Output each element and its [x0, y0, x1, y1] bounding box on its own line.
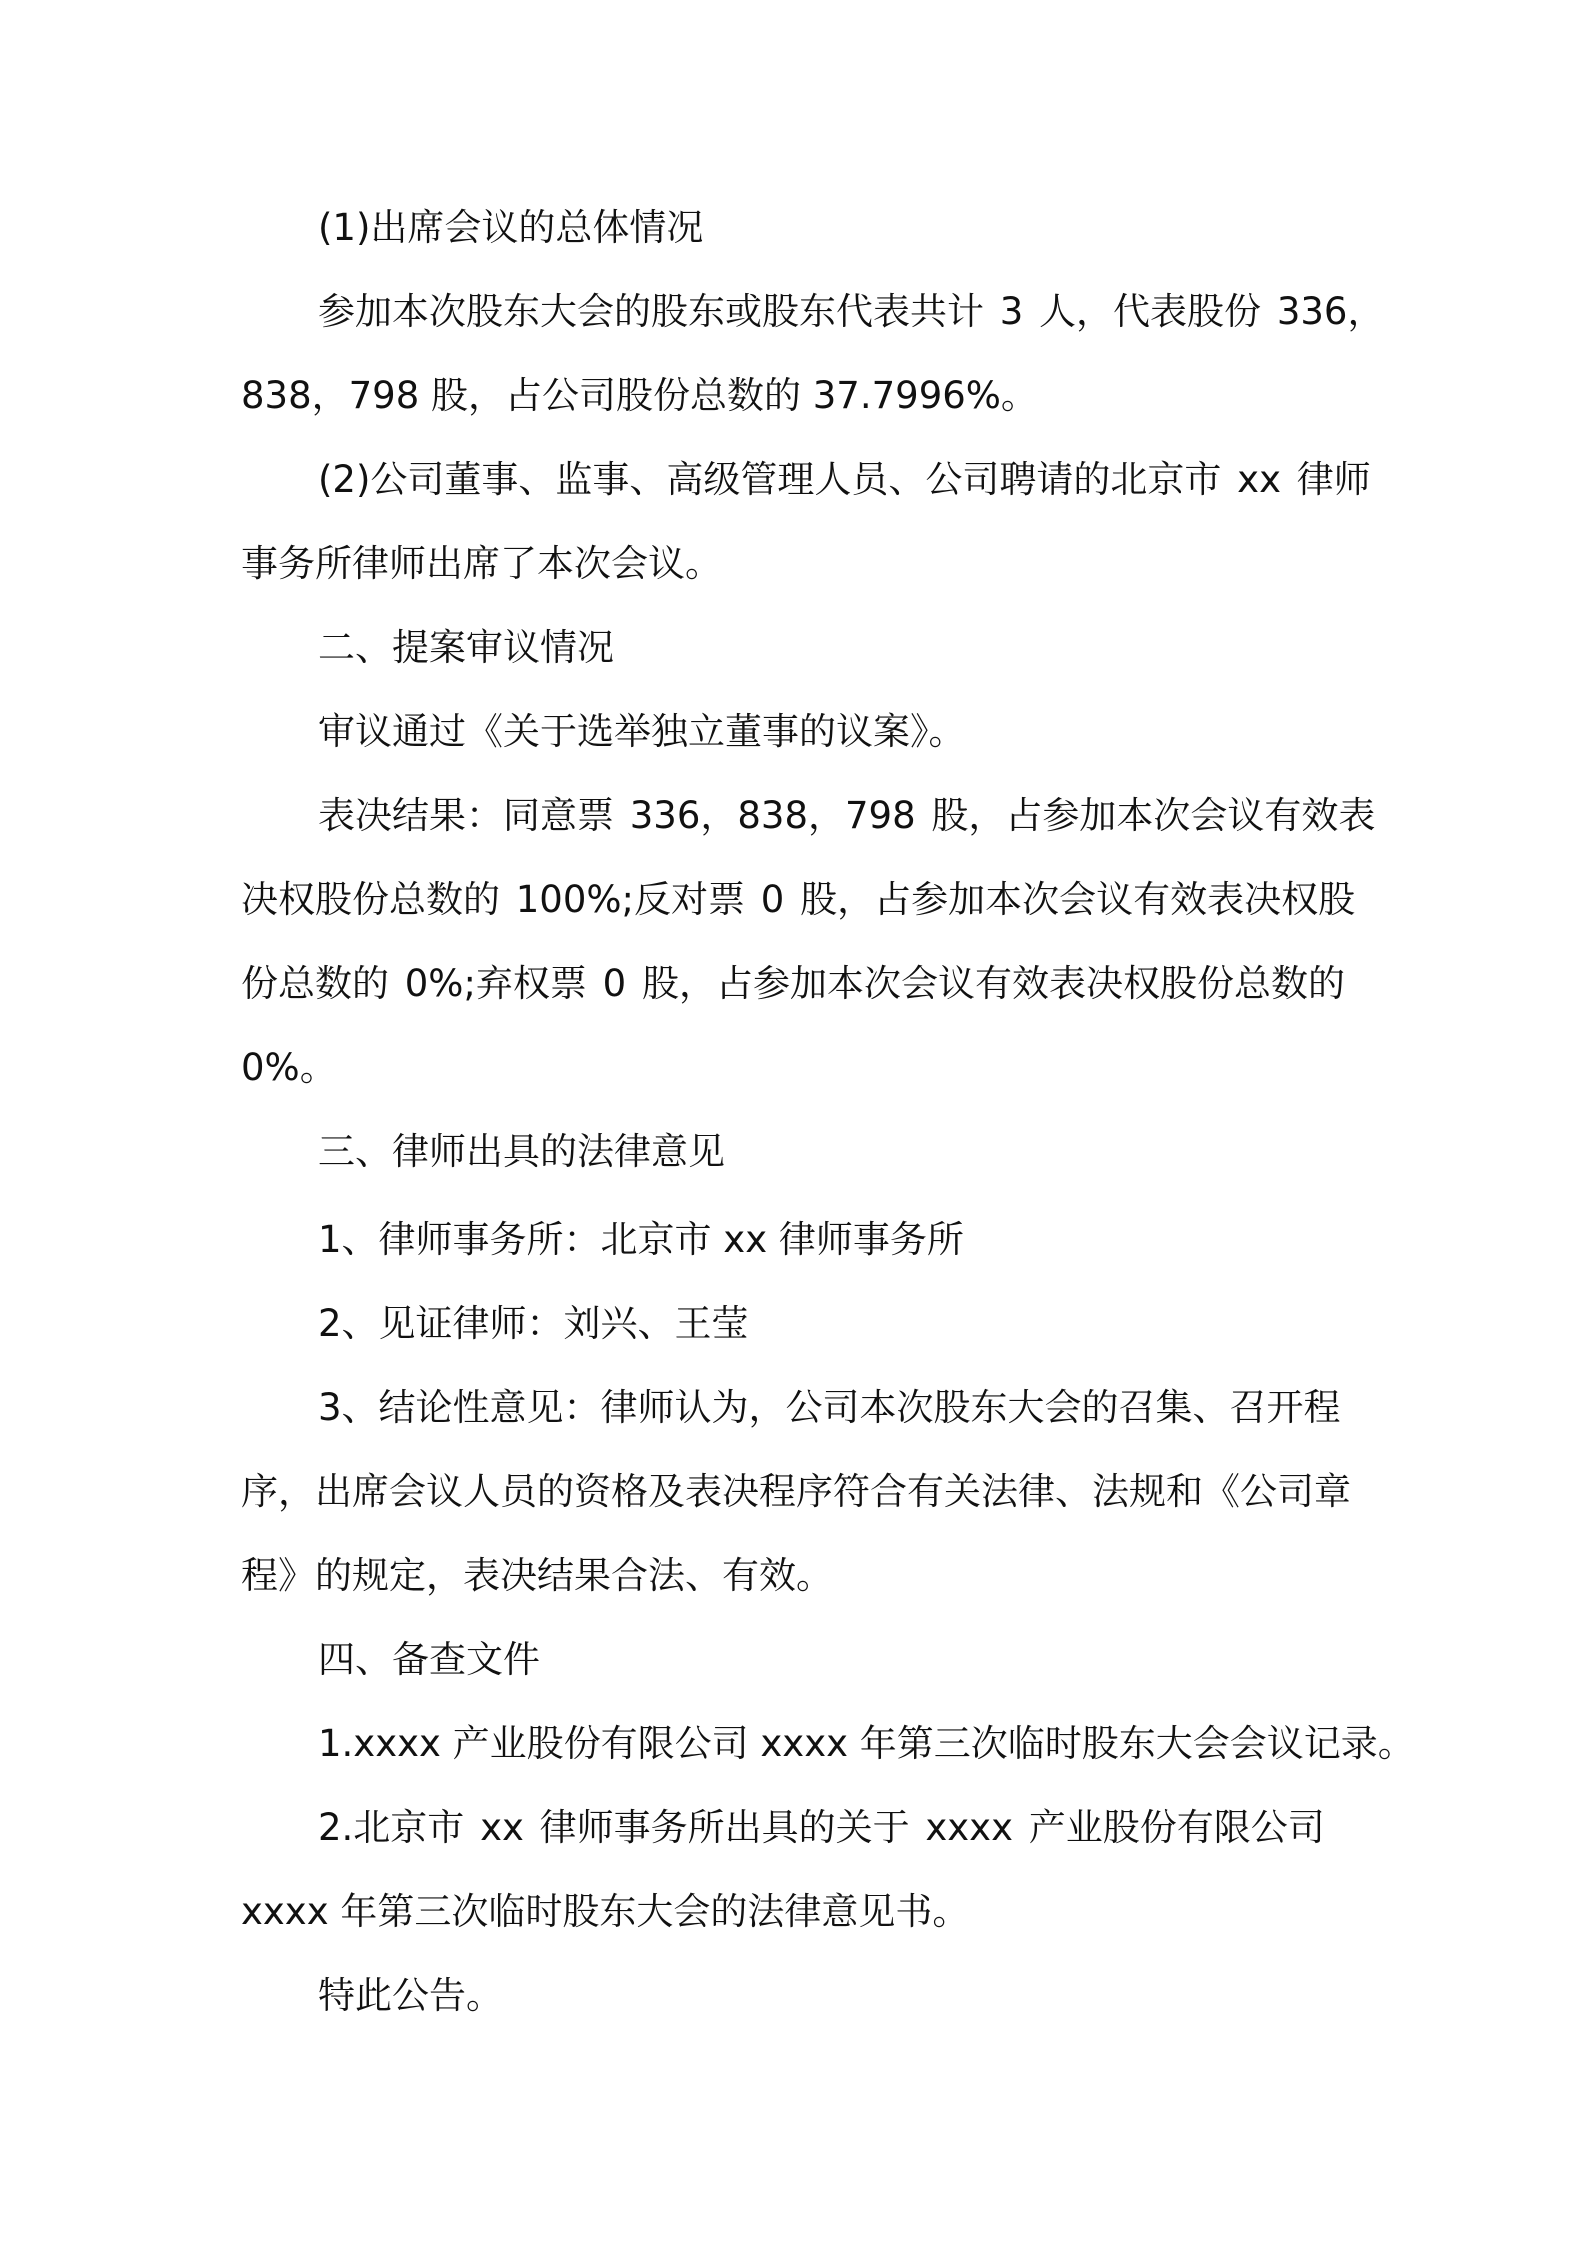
- paragraph-proposal-passed: 审议通过《关于选举独立董事的议案》。: [318, 710, 966, 753]
- closing-announcement: 特此公告。: [318, 1974, 503, 2017]
- item-witness-lawyers: 2、见证律师：刘兴、王莹: [318, 1302, 749, 1345]
- paragraph-vote-result-line-2: 决权股份总数的 100%;反对票 0 股，占参加本次会议有效表决权股: [241, 878, 1356, 921]
- item-reference-document-2-line-1: 2.北京市 xx 律师事务所出具的关于 xxxx 产业股份有限公司: [318, 1806, 1325, 1849]
- paragraph-attendance-line-1: 参加本次股东大会的股东或股东代表共计 3 人，代表股份 336，: [318, 290, 1385, 333]
- subsection-heading-attendance-overview: (1)出席会议的总体情况: [318, 206, 704, 249]
- paragraph-attendance-line-2: 838，798 股，占公司股份总数的 37.7996%。: [241, 374, 1038, 417]
- paragraph-vote-result-line-1: 表决结果：同意票 336，838，798 股，占参加本次会议有效表: [318, 794, 1376, 837]
- paragraph-directors-line-1: (2)公司董事、监事、高级管理人员、公司聘请的北京市 xx 律师: [318, 458, 1371, 501]
- item-reference-document-2-line-2: xxxx 年第三次临时股东大会的法律意见书。: [241, 1890, 970, 1933]
- paragraph-vote-result-line-4: 0%。: [241, 1046, 337, 1089]
- section-heading-reference-documents: 四、备查文件: [318, 1638, 540, 1681]
- section-heading-proposal-review: 二、提案审议情况: [318, 626, 614, 669]
- item-law-firm: 1、律师事务所：北京市 xx 律师事务所: [318, 1218, 964, 1261]
- paragraph-conclusion-line-1: 3、结论性意见：律师认为，公司本次股东大会的召集、召开程: [318, 1386, 1341, 1429]
- paragraph-conclusion-line-3: 程》的规定，表决结果合法、有效。: [241, 1554, 833, 1597]
- paragraph-conclusion-line-2: 序，出席会议人员的资格及表决程序符合有关法律、法规和《公司章: [241, 1470, 1351, 1513]
- paragraph-vote-result-line-3: 份总数的 0%;弃权票 0 股，占参加本次会议有效表决权股份总数的: [241, 962, 1345, 1005]
- section-heading-legal-opinion: 三、律师出具的法律意见: [318, 1130, 725, 1173]
- item-reference-document-1: 1.xxxx 产业股份有限公司 xxxx 年第三次临时股东大会会议记录。: [318, 1722, 1415, 1765]
- paragraph-directors-line-2: 事务所律师出席了本次会议。: [241, 542, 722, 585]
